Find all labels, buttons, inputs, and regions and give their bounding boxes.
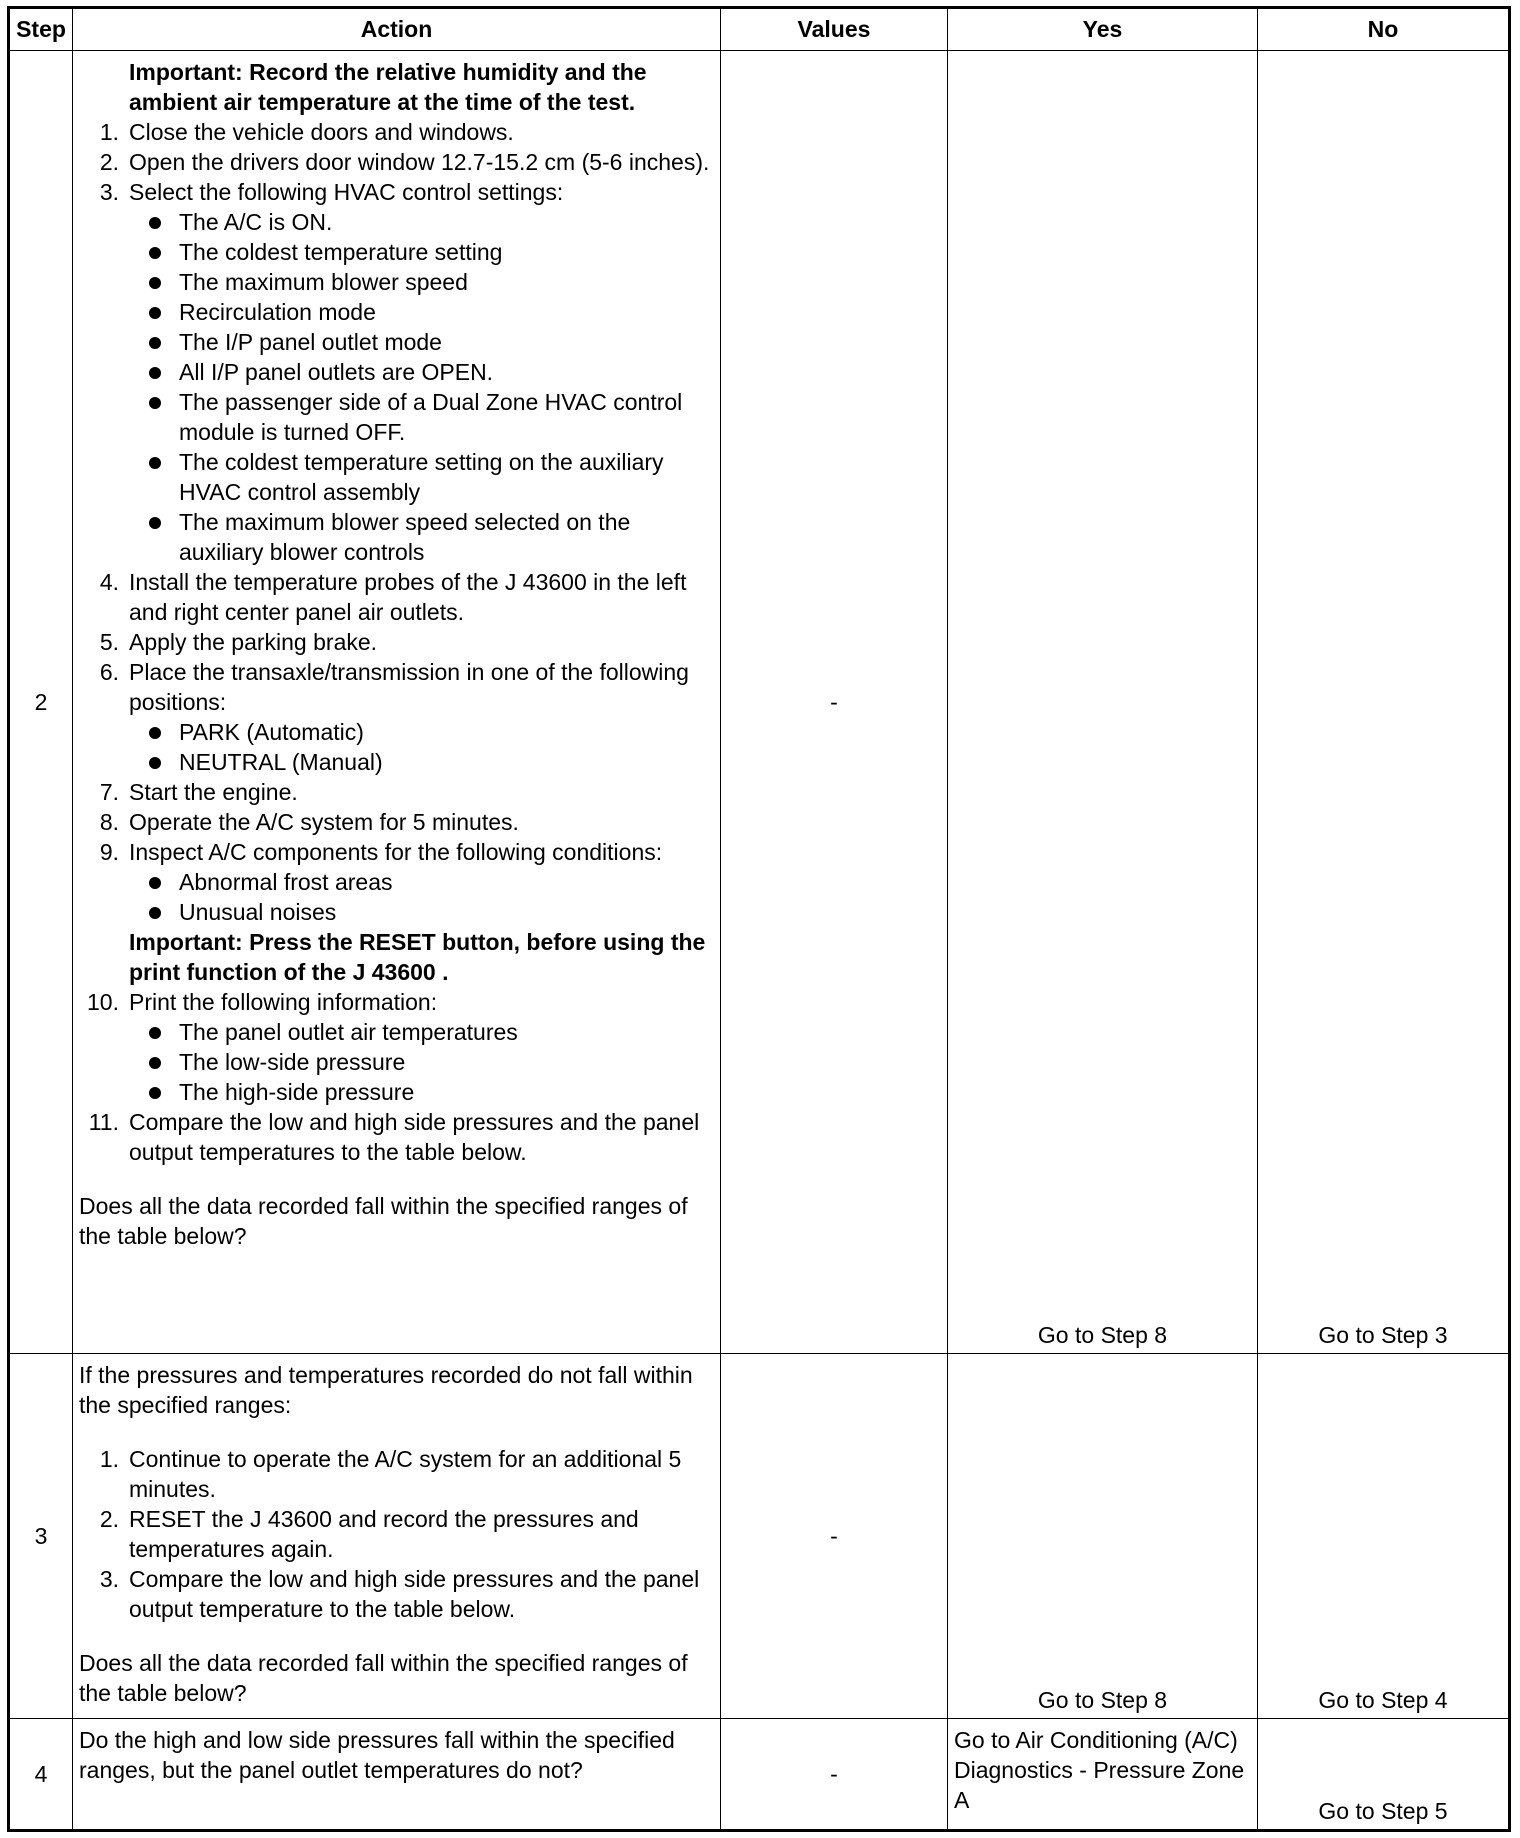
table-row	[10, 1719, 1508, 1829]
diagnostic-table	[7, 6, 1511, 1832]
item-number: 6.	[99, 659, 119, 685]
bullet-text: The high-side pressure	[179, 1079, 415, 1105]
bullet-item	[129, 357, 710, 387]
item-text: Start the engine.	[129, 779, 298, 805]
bullet-list	[129, 207, 710, 567]
bullet-text: The A/C is ON.	[179, 209, 333, 235]
bullet-dot-icon	[149, 367, 161, 379]
bullet-text: The passenger side of a Dual Zone HVAC control module is turned OFF.	[179, 389, 683, 445]
bullet-item	[129, 447, 710, 507]
header-no: No	[1367, 16, 1399, 42]
values-cell: -	[721, 51, 948, 1353]
bullet-dot-icon	[149, 727, 161, 739]
yes-cell[interactable]: Go to Air Conditioning (A/C) Diagnostics - Pressure Zone A	[948, 1719, 1258, 1829]
item-text: Select the following HVAC control settings:	[129, 179, 564, 205]
important-note: Important: Press the RESET button, before using the print function of the J 43600 .	[129, 929, 706, 985]
header-yes: Yes	[948, 9, 1258, 50]
yes-cell: Go to Step 8	[948, 51, 1258, 1353]
bullet-item	[129, 267, 710, 297]
list-item	[79, 807, 710, 837]
no-cell: Go to Step 3	[1318, 1322, 1448, 1348]
bullet-item	[129, 1017, 710, 1047]
list-item	[79, 627, 710, 657]
values-cell: -	[721, 1354, 948, 1718]
bullet-text: The coldest temperature setting	[179, 239, 503, 265]
yes-cell: Go to Step 8	[948, 1354, 1258, 1718]
bullet-item	[129, 1077, 710, 1107]
bullet-text: All I/P panel outlets are OPEN.	[179, 359, 494, 385]
bullet-item	[129, 867, 710, 897]
action-cell	[73, 51, 721, 1353]
bullet-dot-icon	[149, 247, 161, 259]
item-number: 2.	[99, 149, 119, 175]
item-text: Apply the parking brake.	[129, 629, 378, 655]
bullet-item	[129, 747, 710, 777]
bullet-item	[129, 297, 710, 327]
header-action: Action	[73, 9, 721, 50]
list-item	[79, 147, 710, 177]
list-item	[79, 657, 710, 777]
bullet-dot-icon	[149, 397, 161, 409]
list-item	[79, 1444, 710, 1504]
action-cell	[73, 1354, 721, 1718]
values-cell: -	[721, 1719, 948, 1829]
item-number: 9.	[99, 839, 119, 865]
bullet-item	[129, 387, 710, 447]
bullet-item	[129, 897, 710, 927]
action-cell	[73, 1719, 721, 1829]
item-number: 5.	[99, 629, 119, 655]
bullet-text: PARK (Automatic)	[179, 719, 364, 745]
list-item	[79, 1504, 710, 1564]
question-text: Does all the data recorded fall within the specified ranges of the table below?	[79, 1650, 688, 1706]
header-step: Step	[10, 9, 73, 50]
bullet-text: NEUTRAL (Manual)	[179, 749, 383, 775]
item-text: Operate the A/C system for 5 minutes.	[129, 809, 519, 835]
item-number: 4.	[99, 569, 119, 595]
bullet-dot-icon	[149, 1057, 161, 1069]
item-number: 11.	[88, 1109, 119, 1135]
step-list	[79, 987, 710, 1167]
item-text: Compare the low and high side pressures and the panel output temperatures to the table below.	[129, 1109, 700, 1165]
bullet-text: The maximum blower speed selected on the auxiliary blower controls	[179, 509, 631, 565]
bullet-text: The low-side pressure	[179, 1049, 406, 1075]
list-item	[79, 117, 710, 147]
table-row	[10, 1354, 1508, 1719]
bullet-dot-icon	[149, 517, 161, 529]
item-number: 3.	[99, 1566, 119, 1592]
bullet-dot-icon	[149, 217, 161, 229]
item-text: Compare the low and high side pressures and the panel output temperature to the table below.	[129, 1566, 700, 1622]
step-number: 2	[10, 51, 73, 1353]
item-text: Close the vehicle doors and windows.	[129, 119, 514, 145]
list-item	[79, 1107, 710, 1167]
question-text: Do the high and low side pressures fall within the specified ranges, but the panel outlet temperatures do not?	[79, 1727, 675, 1783]
bullet-item	[129, 1047, 710, 1077]
bullet-item	[129, 507, 710, 567]
list-item	[79, 777, 710, 807]
item-number: 1.	[99, 1446, 119, 1472]
bullet-dot-icon	[149, 877, 161, 889]
item-text: Inspect A/C components for the following conditions:	[129, 839, 663, 865]
intro-text: If the pressures and temperatures recorded do not fall within the specified ranges:	[79, 1362, 693, 1418]
bullet-list	[129, 867, 710, 927]
bullet-text: The I/P panel outlet mode	[179, 329, 442, 355]
bullet-dot-icon	[149, 337, 161, 349]
list-item	[79, 1564, 710, 1624]
bullet-text: Abnormal frost areas	[179, 869, 393, 895]
item-text: Open the drivers door window 12.7-15.2 cm (5-6 inches).	[129, 149, 710, 175]
bullet-dot-icon	[149, 1087, 161, 1099]
no-cell: Go to Step 4	[1318, 1687, 1448, 1713]
item-text: Install the temperature probes of the J 43600 in the left and right center panel air outlets.	[129, 569, 687, 625]
table-header-row	[10, 9, 1508, 51]
bullet-item	[129, 327, 710, 357]
step-number: 4	[10, 1719, 73, 1829]
header-values: Values	[721, 9, 948, 50]
bullet-item	[129, 717, 710, 747]
bullet-text: Unusual noises	[179, 899, 337, 925]
list-item	[79, 837, 710, 927]
table-row	[10, 51, 1508, 1354]
bullet-dot-icon	[149, 907, 161, 919]
important-note: Important: Record the relative humidity and the ambient air temperature at the time of the test.	[129, 59, 647, 115]
bullet-text: The maximum blower speed	[179, 269, 468, 295]
step-number: 3	[10, 1354, 73, 1718]
bullet-dot-icon	[149, 277, 161, 289]
question-text: Does all the data recorded fall within the specified ranges of the table below?	[79, 1193, 688, 1249]
bullet-dot-icon	[149, 457, 161, 469]
item-number: 8.	[99, 809, 119, 835]
bullet-list	[129, 717, 710, 777]
item-text: Place the transaxle/transmission in one of the following positions:	[129, 659, 689, 715]
item-number: 10.	[87, 989, 119, 1015]
step-list	[79, 117, 710, 927]
step-list	[79, 1444, 710, 1624]
list-item	[79, 567, 710, 627]
list-item	[79, 177, 710, 567]
bullet-dot-icon	[149, 1027, 161, 1039]
bullet-list	[129, 1017, 710, 1107]
item-text: Print the following information:	[129, 989, 438, 1015]
bullet-item	[129, 237, 710, 267]
bullet-text: The coldest temperature setting on the auxiliary HVAC control assembly	[179, 449, 664, 505]
item-text: RESET the J 43600 and record the pressures and temperatures again.	[129, 1506, 639, 1562]
item-number: 7.	[99, 779, 119, 805]
bullet-text: The panel outlet air temperatures	[179, 1019, 518, 1045]
item-number: 1.	[99, 119, 119, 145]
item-number: 2.	[99, 1506, 119, 1532]
no-cell: Go to Step 5	[1318, 1798, 1448, 1824]
item-number: 3.	[99, 179, 119, 205]
bullet-dot-icon	[149, 307, 161, 319]
bullet-item	[129, 207, 710, 237]
list-item	[79, 987, 710, 1107]
bullet-text: Recirculation mode	[179, 299, 376, 325]
bullet-dot-icon	[149, 757, 161, 769]
item-text: Continue to operate the A/C system for an additional 5 minutes.	[129, 1446, 682, 1502]
